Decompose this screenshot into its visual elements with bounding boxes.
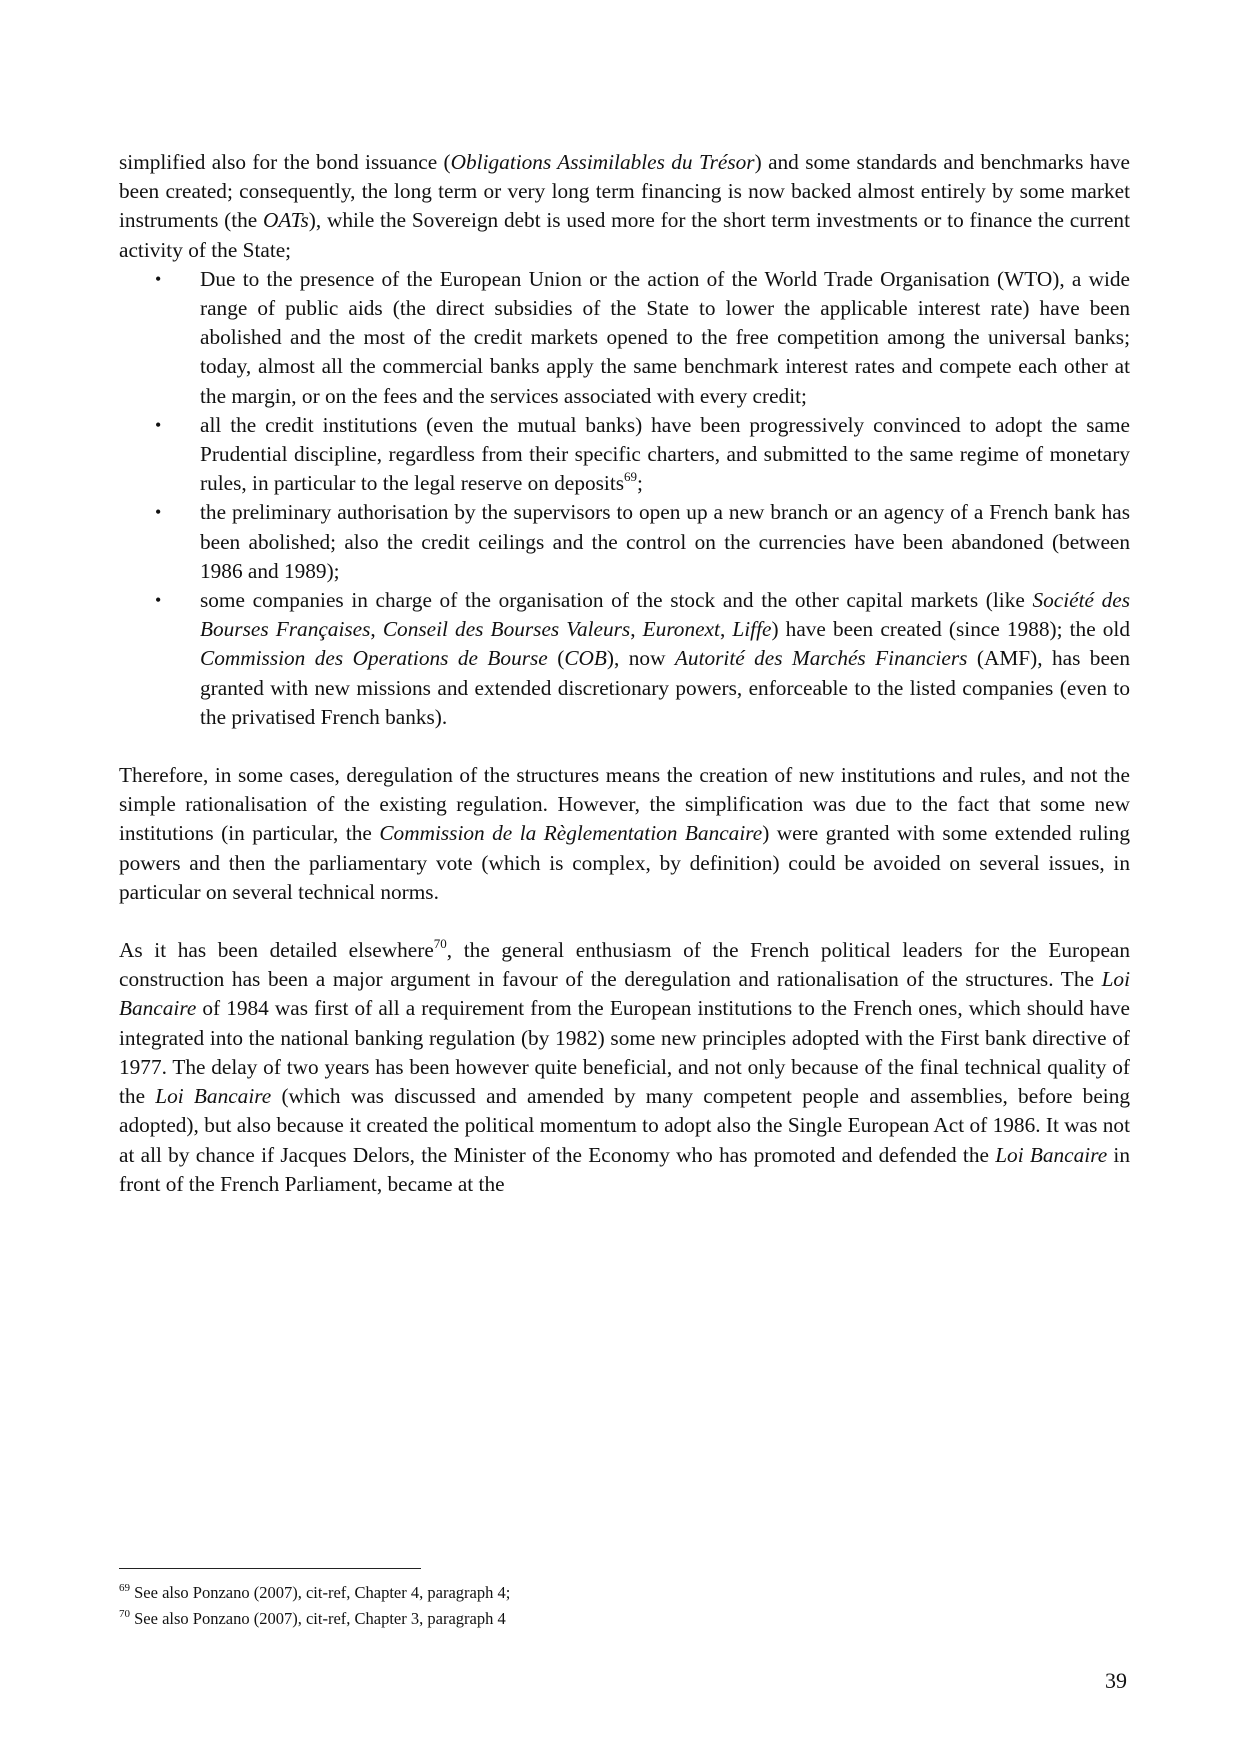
footnote-text: See also Ponzano (2007), cit-ref, Chapter 4, paragraph 4; (130, 1583, 511, 1602)
italic-text: Commission de la Règlementation Bancaire (379, 821, 763, 846)
text-run: Due to the presence of the European Union or the action of the World Trade Organisation (WTO), a wide range of public aids (the direct subsidies of the State to lower the applicable interest rate) have been abolished and the most of the credit markets opened to the free competition among the universal banks; today, almost all the commercial banks apply the same benchmark interest rates and compete each other at the margin, or on the fees and the services associated with every credit; (200, 266, 1130, 408)
text-run: ) were granted with some extended ruling powers and then the parliamentary vote (which is complex, by definition) could be avoided on several issues, in particular on several technical norms. (119, 821, 1130, 904)
text-run: ( (547, 646, 565, 671)
text-run: Therefore, in some cases, deregulation of the structures means the creation of new institutions and rules, and not the simple rationalisation of the existing regulation. However, the simplification was due to the fact that some new institutions (in particular, the (119, 763, 1130, 846)
bullet-marker: • (155, 414, 162, 435)
italic-text: Euronext (642, 617, 720, 642)
italic-text: Loi Bancaire (155, 1084, 272, 1109)
list-item-text (200, 588, 1130, 729)
italic-text: COB (564, 646, 607, 671)
text-run: As it has been detailed elsewhere (119, 938, 434, 963)
text-run: (which was discussed and amended by many competent people and assemblies, before being adopted), but also because it created the political momentum to adopt also the Single European Act of 1986. It was not at all by chance if Jacques Delors, the Minister of the Economy who has promoted and defended the (119, 1084, 1130, 1167)
list-item-text (200, 500, 1130, 582)
text-run: in front of the French Parliament, became at the (119, 1142, 1130, 1196)
text-run: ), now (606, 646, 675, 671)
text-run: some companies in charge of the organisation of the stock and the other capital markets (like (200, 588, 1033, 613)
footnote-separator (119, 1568, 421, 1569)
text-run: , (370, 617, 383, 642)
list-item (155, 265, 1130, 411)
page-body (119, 148, 1130, 1199)
text-run: ) and some standards and benchmarks have been created; consequently, the long term or very long term financing is now backed almost entirely by some market instruments (the (119, 150, 1130, 233)
footnote-reference: 70 (433, 936, 447, 952)
bullet-marker: • (155, 590, 162, 611)
list-item (155, 586, 1131, 732)
italic-text: Loi Bancaire (995, 1142, 1108, 1167)
text-run: simplified also for the bond issuance ( (119, 150, 451, 174)
text-run: , (719, 617, 733, 642)
text-run: all the credit institutions (even the mutual banks) have been progressively convinced to adopt the same Prudential discipline, regardless from their specific charters, and submitted to the same regime of monetary rules, in particular to the legal reserve on deposits (200, 412, 1130, 496)
text-run: ; (637, 471, 643, 496)
text-run: (AMF), has been granted with new missions and extended discretionary powers, enforceable to the listed companies (even to the privatised French banks). (200, 646, 1131, 729)
italic-text: Société des Bourses Françaises (200, 588, 1130, 642)
continuation-paragraph (119, 148, 1130, 265)
footnote-number: 69 (119, 1582, 130, 1594)
page-number: 39 (1105, 1668, 1127, 1693)
italic-text: Liffe (732, 617, 772, 642)
list-item (155, 411, 1130, 499)
list-item (155, 498, 1130, 586)
text-run: ), while the Sovereign debt is used more for the short term investments or to finance the current activity of the State; (119, 208, 1130, 262)
text-run: of 1984 was first of all a requirement from the European institutions to the French ones, which should have integrated into the national banking regulation (by 1982) some new principles adopted with the First bank directive of 1977. The delay of two years has been however quite beneficial, and not only because of the final technical quality of the (119, 996, 1130, 1109)
footnote (119, 1606, 1130, 1632)
italic-text: Loi Bancaire (119, 967, 1130, 1021)
bullet-list (119, 265, 1130, 732)
text-run: the preliminary authorisation by the supervisors to open up a new branch or an agency of a French bank has been abolished; also the credit ceilings and the control on the currencies have been abandoned (between 1986 and 1989); (200, 500, 1130, 583)
footnote-number: 70 (119, 1608, 130, 1620)
footnote (119, 1580, 1130, 1606)
italic-text: Conseil des Bourses Valeurs (382, 617, 631, 642)
bullet-marker: • (155, 502, 162, 523)
body-paragraph (119, 761, 1130, 907)
italic-text: OATs (263, 208, 309, 233)
text-run: , (630, 617, 643, 642)
list-item-text (200, 267, 1130, 408)
text-run: ) have been created (since 1988); the old (771, 617, 1130, 642)
footnote-text: See also Ponzano (2007), cit-ref, Chapter 3, paragraph 4 (130, 1609, 506, 1628)
italic-text: Obligations Assimilables du Trésor (450, 150, 755, 174)
italic-text: Commission des Operations de Bourse (200, 646, 548, 671)
body-paragraph (119, 936, 1130, 1199)
bullet-marker: • (155, 268, 162, 289)
text-run: , the general enthusiasm of the French political leaders for the European construction has been a major argument in favour of the deregulation and rationalisation of the structures. The (119, 938, 1130, 992)
italic-text: Autorité des Marchés Financiers (674, 646, 968, 671)
list-item-text (200, 413, 1130, 495)
footnotes (119, 1580, 1130, 1632)
footnote-reference: 69 (624, 469, 638, 485)
